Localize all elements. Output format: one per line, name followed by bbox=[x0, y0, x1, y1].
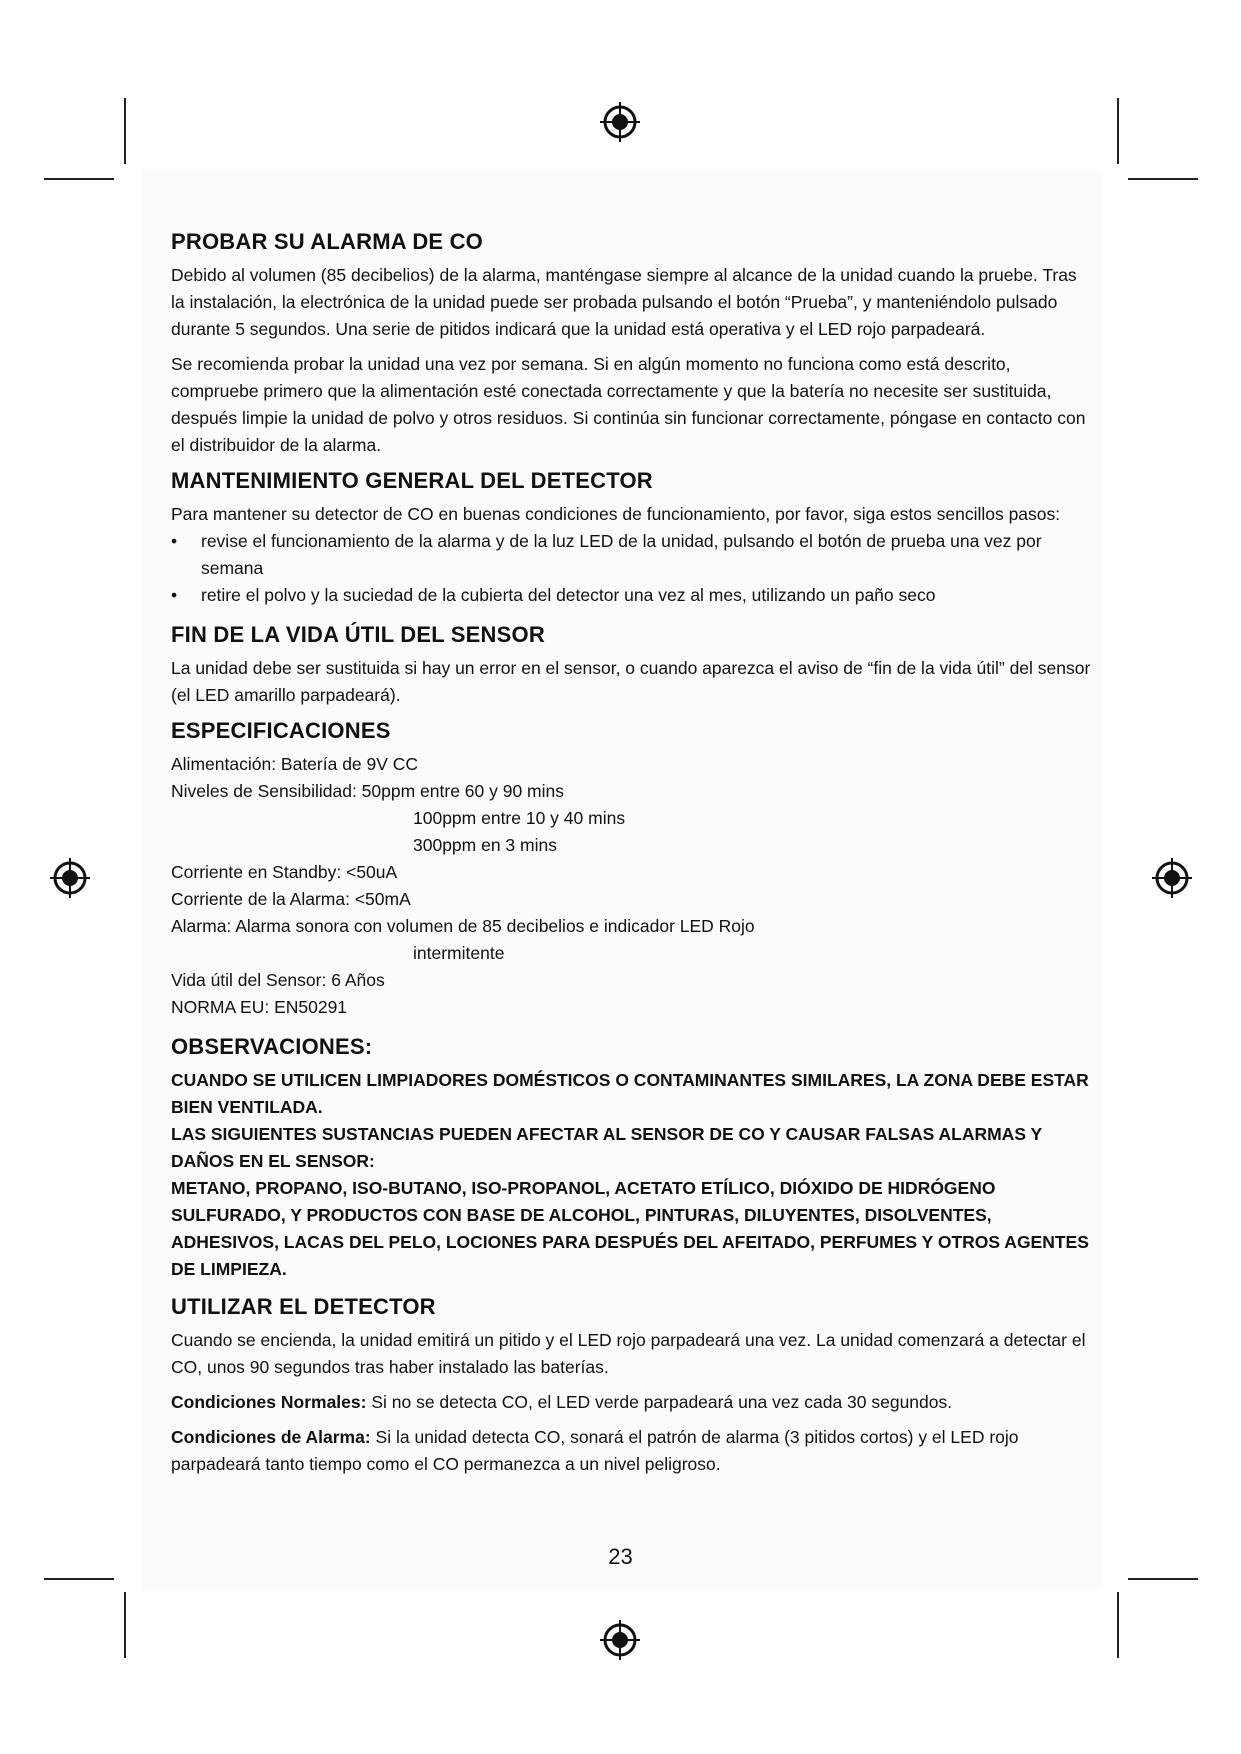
condition-text: Si no se detecta CO, el LED verde parpadeará una vez cada 30 segundos. bbox=[366, 1392, 953, 1412]
paragraph: Para mantener su detector de CO en buenas condiciones de funcionamiento, por favor, siga estos sencillos pasos: bbox=[171, 504, 1061, 524]
spec-row: 100ppm entre 10 y 40 mins bbox=[413, 808, 626, 828]
condition-label: Condiciones de Alarma: bbox=[171, 1427, 371, 1447]
section-title: PROBAR SU ALARMA DE CO bbox=[171, 229, 483, 254]
section-observaciones bbox=[171, 1033, 1091, 1283]
paragraph: Debido al volumen (85 decibelios) de la alarma, manténgase siempre al alcance de la unidad cuando la pruebe. Tras la instalación, la electrónica de la unidad puede ser probada pulsando el botón “Prueba”, y manteniéndolo pulsado durante 5 segundos. Una serie de pitidos indicará que la unidad está operativa y el LED rojo parpadeará. bbox=[171, 265, 1077, 339]
registration-mark-icon bbox=[1150, 856, 1194, 900]
spec-list bbox=[171, 751, 1091, 1021]
spec-row: Niveles de Sensibilidad: 50ppm entre 60 y 90 mins bbox=[171, 781, 564, 801]
spec-row: 300ppm en 3 mins bbox=[413, 835, 557, 855]
paragraph: Se recomienda probar la unidad una vez por semana. Si en algún momento no funciona como está descrito, compruebe primero que la alimentación esté conectada correctamente y que la batería no necesite ser sustituida, después limpie la unidad de polvo y otros residuos. Si continúa sin funcionar correctamente, póngase en contacto con el distribuidor de la alarma. bbox=[171, 354, 1086, 455]
section-especificaciones bbox=[171, 717, 1091, 1021]
crop-mark bbox=[1128, 1578, 1198, 1580]
list-item: • retire el polvo y la suciedad de la cubierta del detector una vez al mes, utilizando un paño seco bbox=[171, 582, 1091, 609]
page-number: 23 bbox=[608, 1544, 633, 1569]
section-utilizar bbox=[171, 1293, 1091, 1478]
section-mantenimiento bbox=[171, 467, 1091, 609]
warning-text: LAS SIGUIENTES SUSTANCIAS PUEDEN AFECTAR AL SENSOR DE CO Y CAUSAR FALSAS ALARMAS Y DAÑOS EN EL SENSOR: bbox=[171, 1124, 1042, 1171]
bullet-list bbox=[171, 528, 1091, 609]
crop-mark bbox=[124, 1592, 126, 1658]
warning-text: METANO, PROPANO, ISO-BUTANO, ISO-PROPANOL, ACETATO ETÍLICO, DIÓXIDO DE HIDRÓGENO SULFURADO, Y PRODUCTOS CON BASE DE ALCOHOL, PINTURAS, DILUYENTES, DISOLVENTES, ADHESIVOS, LACAS DEL PELO, LOCIONES PARA DESPUÉS DEL AFEITADO, PERFUMES Y OTROS AGENTES DE LIMPIEZA. bbox=[171, 1178, 1089, 1279]
condition-label: Condiciones Normales: bbox=[171, 1392, 367, 1412]
section-title: OBSERVACIONES: bbox=[171, 1034, 373, 1059]
crop-mark bbox=[1128, 178, 1198, 180]
spec-row: Vida útil del Sensor: 6 Años bbox=[171, 970, 385, 990]
section-title: FIN DE LA VIDA ÚTIL DEL SENSOR bbox=[171, 622, 545, 647]
registration-mark-icon bbox=[48, 856, 92, 900]
crop-mark bbox=[44, 1578, 114, 1580]
crop-mark bbox=[1117, 98, 1119, 164]
section-title: MANTENIMIENTO GENERAL DEL DETECTOR bbox=[171, 468, 653, 493]
list-item: • revise el funcionamiento de la alarma y de la luz LED de la unidad, pulsando el botón de prueba una vez por semana bbox=[171, 528, 1091, 582]
content-area bbox=[171, 228, 1091, 1486]
section-title: ESPECIFICACIONES bbox=[171, 718, 391, 743]
registration-mark-icon bbox=[598, 1618, 642, 1662]
spec-row: intermitente bbox=[413, 943, 505, 963]
section-fin-vida bbox=[171, 621, 1091, 709]
spec-row: Corriente de la Alarma: <50mA bbox=[171, 889, 411, 909]
condition-text: Si la unidad detecta CO, sonará el patrón de alarma (3 pitidos cortos) y el LED rojo parpadeará tanto tiempo como el CO permanezca a un nivel peligroso. bbox=[171, 1427, 1019, 1474]
spec-row: Alimentación: Batería de 9V CC bbox=[171, 754, 419, 774]
paragraph: Cuando se encienda, la unidad emitirá un pitido y el LED rojo parpadeará una vez. La unidad comenzará a detectar el CO, unos 90 segundos tras haber instalado las baterías. bbox=[171, 1330, 1086, 1377]
crop-mark bbox=[124, 98, 126, 164]
warning-text: CUANDO SE UTILICEN LIMPIADORES DOMÉSTICOS O CONTAMINANTES SIMILARES, LA ZONA DEBE ESTAR BIEN VENTILADA. bbox=[171, 1070, 1089, 1117]
section-probar bbox=[171, 228, 1091, 459]
paragraph: La unidad debe ser sustituida si hay un error en el sensor, o cuando aparezca el aviso de “fin de la vida útil” del sensor (el LED amarillo parpadeará). bbox=[171, 658, 1091, 705]
registration-mark-icon bbox=[598, 100, 642, 144]
crop-mark bbox=[44, 178, 114, 180]
crop-mark bbox=[1117, 1592, 1119, 1658]
paragraph-alarma bbox=[171, 1424, 1091, 1478]
spec-row: NORMA EU: EN50291 bbox=[171, 997, 348, 1017]
paragraph-normales bbox=[171, 1389, 1091, 1416]
spec-row: Corriente en Standby: <50uA bbox=[171, 862, 398, 882]
spec-row: Alarma: Alarma sonora con volumen de 85 decibelios e indicador LED Rojo bbox=[171, 916, 755, 936]
section-title: UTILIZAR EL DETECTOR bbox=[171, 1294, 436, 1319]
